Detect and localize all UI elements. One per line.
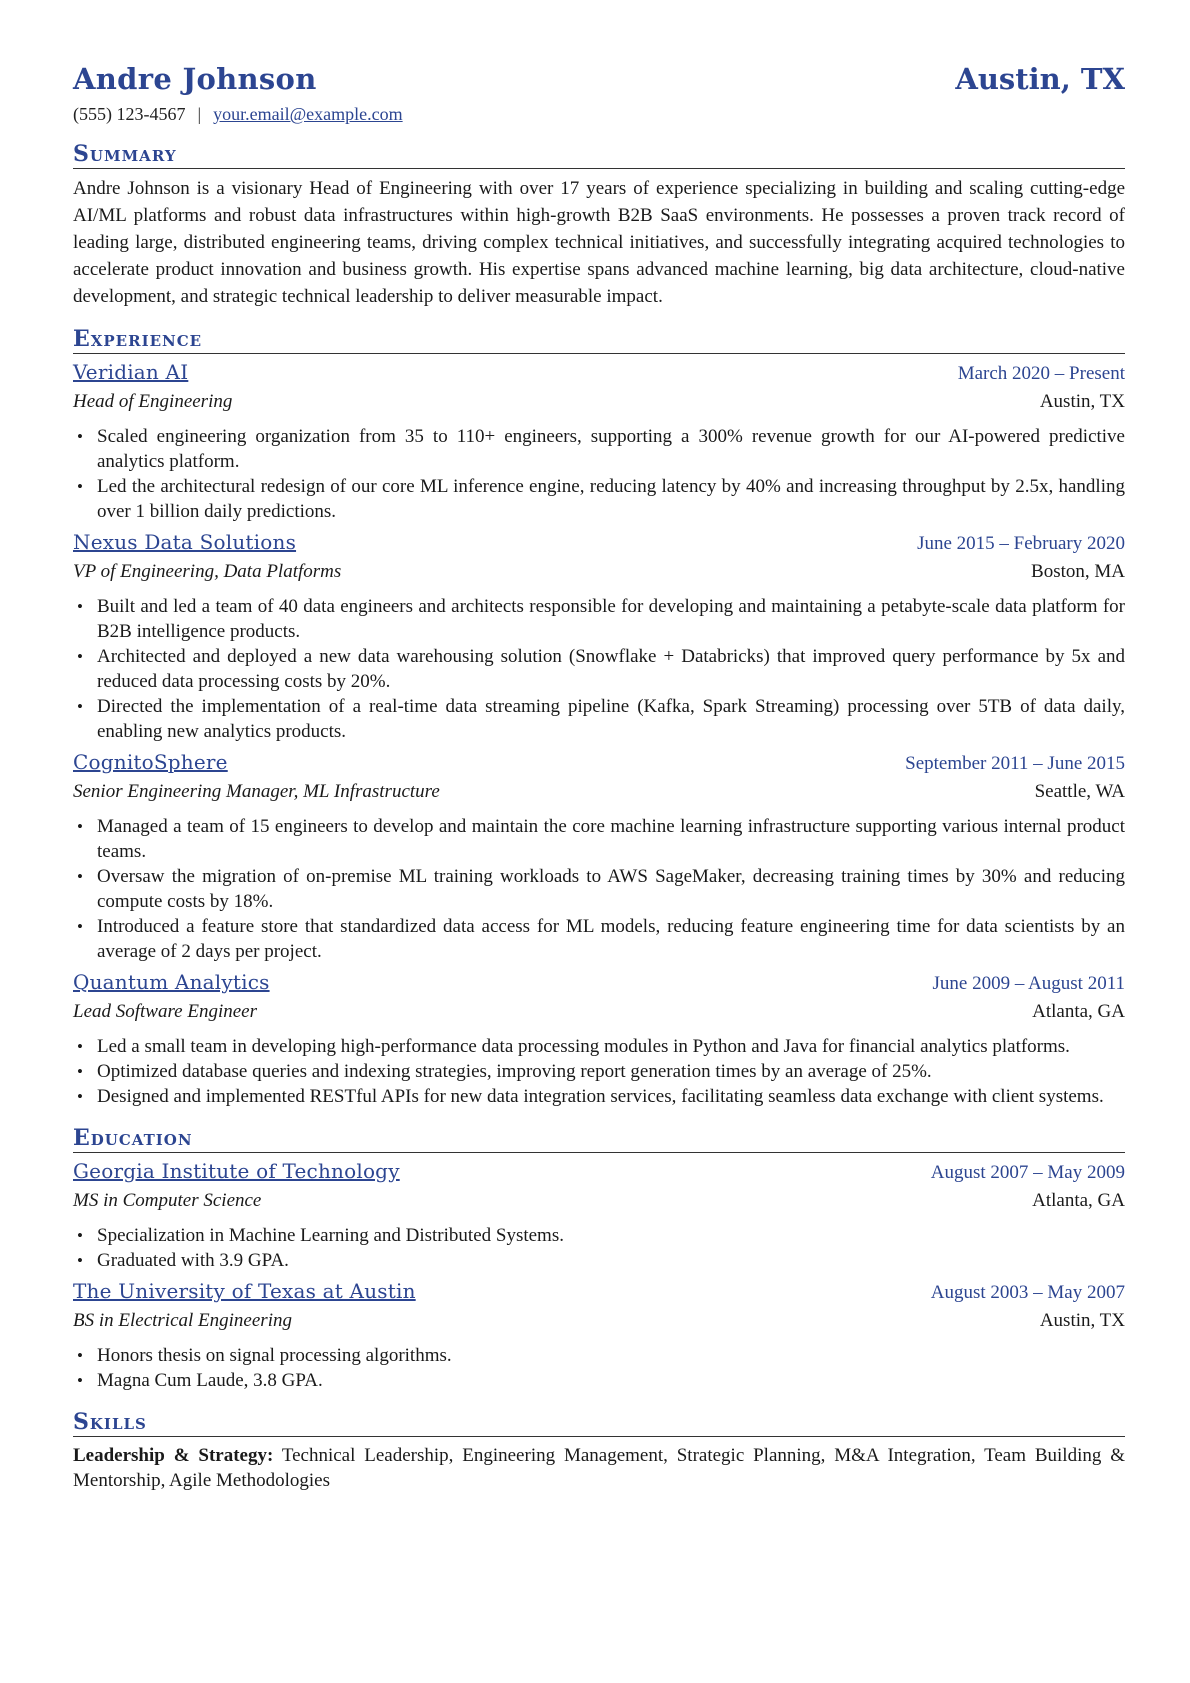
experience-bullet: • Scaled engineering organization from 35 to 110+ engineers, supporting a 300% revenue growth for our AI-powered predictive analytics platform. [73,424,1125,474]
education-entry-header [73,1277,1125,1307]
education-bullet: • Magna Cum Laude, 3.8 GPA. [73,1368,1125,1393]
summary-paragraph: Andre Johnson is a visionary Head of Engineering with over 17 years of experience specializing in building and scaling cutting-edge AI/ML platforms and robust data infrastructures within high-growth B2B SaaS environments. He possesses a proven track record of leading large, distributed engineering teams, driving complex technical initiatives, and successfully integrating acquired technologies to accelerate product innovation and business growth. His expertise spans advanced machine learning, big data architecture, cloud-native development, and strategic technical leadership to deliver measurable impact. [73,178,1125,307]
education-entry-subheader [73,1187,1125,1215]
skills-category-text: Technical Leadership, Engineering Management, Strategic Planning, M&A Integration, Team Building & Mentorship, Agile Methodologies [73,1445,1125,1491]
experience-location: Austin, TX [1039,391,1125,412]
experience-entry-header [73,358,1125,388]
education-bullet: • Honors thesis on signal processing algorithms. [73,1343,1125,1368]
education-dates: August 2007 – May 2009 [930,1162,1125,1183]
experience-role: Head of Engineering [73,391,233,412]
education-bullet-list [73,1223,1125,1273]
contact-line [73,104,1125,125]
education-bullet: • Graduated with 3.9 GPA. [73,1248,1125,1273]
experience-list [73,358,1125,1109]
experience-entry-subheader [73,558,1125,586]
skills-line [73,1443,1125,1493]
experience-entry [73,528,1125,744]
experience-entry-subheader [73,388,1125,416]
education-entry [73,1157,1125,1273]
education-list [73,1157,1125,1393]
experience-entry-subheader [73,998,1125,1026]
education-role: MS in Computer Science [73,1190,262,1211]
experience-bullet-list [73,424,1125,524]
experience-bullet: • Optimized database queries and indexing strategies, improving report generation times by an average of 25%. [73,1059,1125,1084]
experience-entry [73,748,1125,964]
education-role: BS in Electrical Engineering [73,1310,292,1331]
experience-bullet: • Led the architectural redesign of our core ML inference engine, reducing latency by 40% and increasing throughput by 2.5x, handling over 1 billion daily predictions. [73,474,1125,524]
experience-dates: June 2009 – August 2011 [932,973,1125,994]
skills-category-label: Leadership & Strategy: [73,1445,274,1466]
experience-entry-header [73,968,1125,998]
experience-dates: June 2015 – February 2020 [917,533,1125,554]
resume-page [73,62,1125,1493]
experience-bullet: • Architected and deployed a new data warehousing solution (Snowflake + Databricks) that improved query performance by 5x and reduced data processing costs by 20%. [73,644,1125,694]
experience-role: Lead Software Engineer [73,1001,257,1022]
experience-role: Senior Engineering Manager, ML Infrastructure [73,781,440,802]
education-entry [73,1277,1125,1393]
section-title-skills: Skills [73,1409,1125,1437]
experience-location: Boston, MA [1031,561,1125,582]
experience-entry [73,968,1125,1109]
experience-org-link[interactable]: CognitoSphere [73,750,228,774]
experience-bullet: • Oversaw the migration of on-premise ML training workloads to AWS SageMaker, decreasing training times by 30% and reducing compute costs by 18%. [73,864,1125,914]
resume-header [73,62,1125,96]
experience-bullet: • Designed and implemented RESTful APIs for new data integration services, facilitating seamless data exchange with client systems. [73,1084,1125,1109]
education-org-link[interactable]: Georgia Institute of Technology [73,1159,400,1183]
experience-entry-header [73,528,1125,558]
section-title-summary: Summary [73,141,1125,169]
experience-bullet-list [73,594,1125,744]
experience-dates: March 2020 – Present [957,363,1125,384]
phone-number: (555) 123-4567 [73,104,186,124]
experience-role: VP of Engineering, Data Platforms [73,561,342,582]
education-location: Atlanta, GA [1032,1190,1125,1211]
experience-org-link[interactable]: Nexus Data Solutions [73,530,297,554]
experience-entry-header [73,748,1125,778]
candidate-name: Andre Johnson [73,62,317,96]
education-org-link[interactable]: The University of Texas at Austin [73,1279,416,1303]
experience-bullet: • Introduced a feature store that standardized data access for ML models, reducing feature engineering time for data scientists by an average of 2 days per project. [73,914,1125,964]
candidate-location: Austin, TX [955,62,1125,96]
experience-bullet: • Led a small team in developing high-performance data processing modules in Python and Java for financial analytics platforms. [73,1034,1125,1059]
experience-org-link[interactable]: Quantum Analytics [73,970,270,994]
experience-entry-subheader [73,778,1125,806]
section-title-experience: Experience [73,326,1125,354]
contact-separator: | [197,104,202,124]
education-bullet-list [73,1343,1125,1393]
education-bullet: • Specialization in Machine Learning and Distributed Systems. [73,1223,1125,1248]
experience-entry [73,358,1125,524]
education-entry-subheader [73,1307,1125,1335]
education-location: Austin, TX [1039,1310,1125,1331]
experience-bullet-list [73,814,1125,964]
experience-bullet: • Managed a team of 15 engineers to develop and maintain the core machine learning infrastructure supporting various internal product teams. [73,814,1125,864]
experience-bullet: • Built and led a team of 40 data engineers and architects responsible for developing and maintaining a petabyte-scale data platform for B2B intelligence products. [73,594,1125,644]
experience-dates: September 2011 – June 2015 [905,753,1125,774]
section-title-education: Education [73,1125,1125,1153]
education-entry-header [73,1157,1125,1187]
experience-bullet: • Directed the implementation of a real-time data streaming pipeline (Kafka, Spark Streaming) processing over 5TB of data daily, enabling new analytics products. [73,694,1125,744]
education-dates: August 2003 – May 2007 [930,1282,1125,1303]
experience-org-link[interactable]: Veridian AI [73,360,189,384]
experience-bullet-list [73,1034,1125,1109]
experience-location: Seattle, WA [1034,781,1125,802]
email-link[interactable]: your.email@example.com [213,104,403,124]
experience-location: Atlanta, GA [1032,1001,1125,1022]
